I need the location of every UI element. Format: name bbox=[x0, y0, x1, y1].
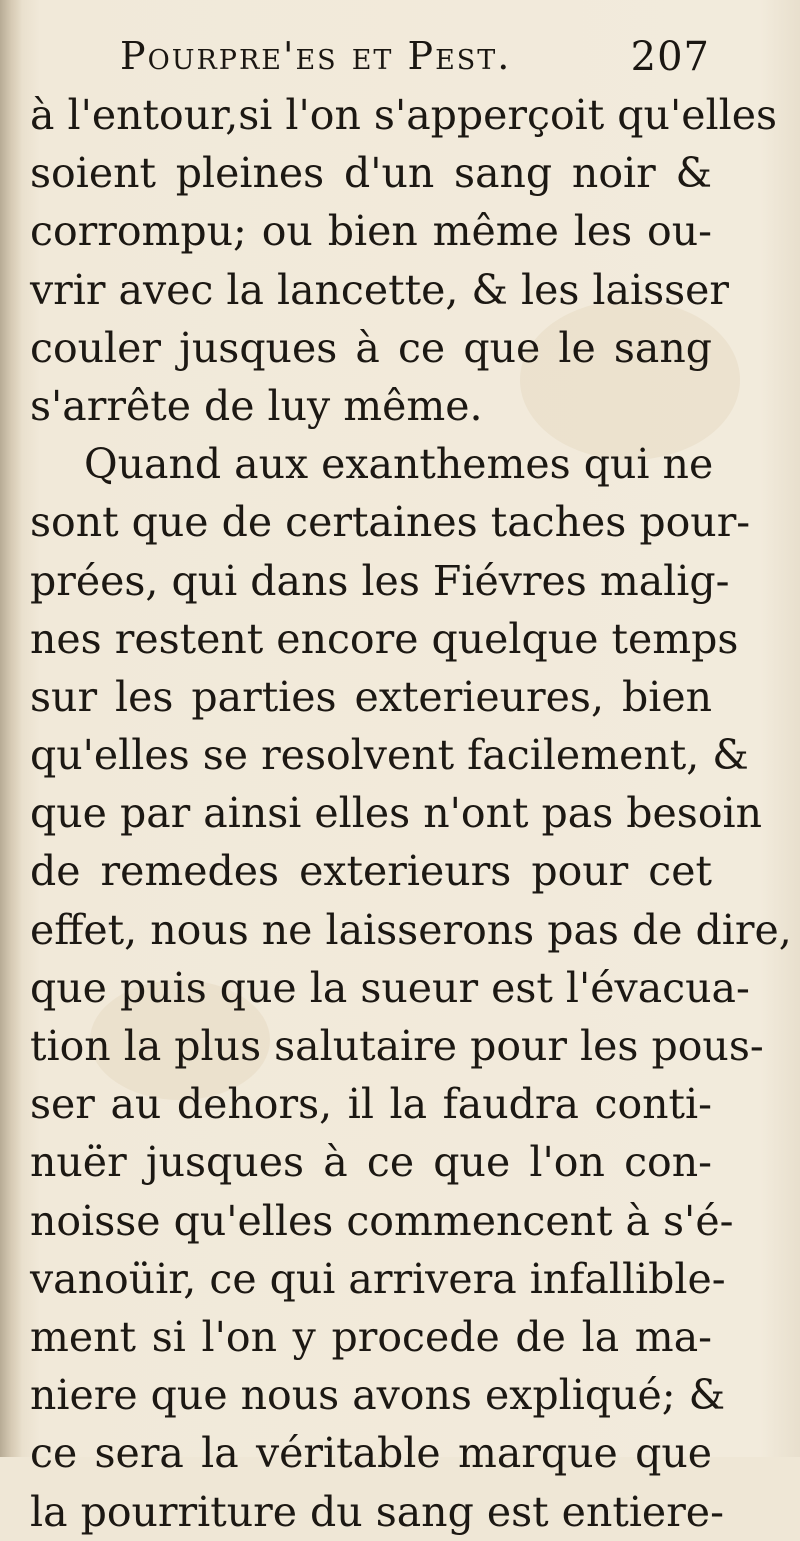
text-line: tion la plus salutaire pour les pous- bbox=[30, 1022, 764, 1070]
text-line: de remedes exterieurs pour cet bbox=[30, 847, 712, 896]
body-text bbox=[30, 86, 792, 1541]
text-line: nuër jusques à ce que l'on con- bbox=[30, 1138, 712, 1187]
text-line: la pourriture du sang est entiere- bbox=[30, 1487, 724, 1536]
text-line: à l'entour,si l'on s'apperçoit qu'elles bbox=[30, 91, 778, 139]
text-line: noisse qu'elles commencent à s'é- bbox=[30, 1196, 734, 1245]
text-line: sont que de certaines taches pour- bbox=[30, 498, 751, 547]
text-line: que puis que la sueur est l'évacua- bbox=[30, 963, 750, 1012]
text-line: effet, nous ne laisserons pas de dire, bbox=[30, 905, 792, 954]
text-line: niere que nous avons expliqué; & bbox=[30, 1371, 726, 1420]
text-line: corrompu; ou bien même les ou- bbox=[30, 207, 712, 256]
text-line: que par ainsi elles n'ont pas besoin bbox=[30, 789, 763, 838]
page-header bbox=[120, 30, 710, 92]
page-gutter-shadow bbox=[0, 0, 22, 1457]
text-line: qu'elles se resolvent facilement, & bbox=[30, 731, 749, 780]
text-line: ser au dehors, il la faudra conti- bbox=[30, 1080, 712, 1129]
text-line-paragraph-start: Quand aux exanthemes qui ne bbox=[84, 440, 714, 489]
page-number: 207 bbox=[630, 34, 710, 80]
text-line: ce sera la véritable marque que bbox=[30, 1429, 712, 1478]
text-line: sur les parties exterieures, bien bbox=[30, 672, 712, 721]
text-line: s'arrête de luy même. bbox=[30, 381, 483, 430]
running-head: Pourpre'es et Pest. bbox=[120, 34, 512, 78]
text-line: ment si l'on y procede de la ma- bbox=[30, 1312, 712, 1361]
text-line: soient pleines d'un sang noir & bbox=[30, 149, 712, 198]
text-line: prées, qui dans les Fiévres malig- bbox=[30, 556, 730, 605]
text-line: vrir avec la lancette, & les laisser bbox=[30, 265, 730, 314]
text-line: couler jusques à ce que le sang bbox=[30, 323, 712, 372]
text-line: nes restent encore quelque temps bbox=[30, 614, 739, 663]
text-line: vanoüir, ce qui arrivera infallible- bbox=[30, 1254, 726, 1303]
